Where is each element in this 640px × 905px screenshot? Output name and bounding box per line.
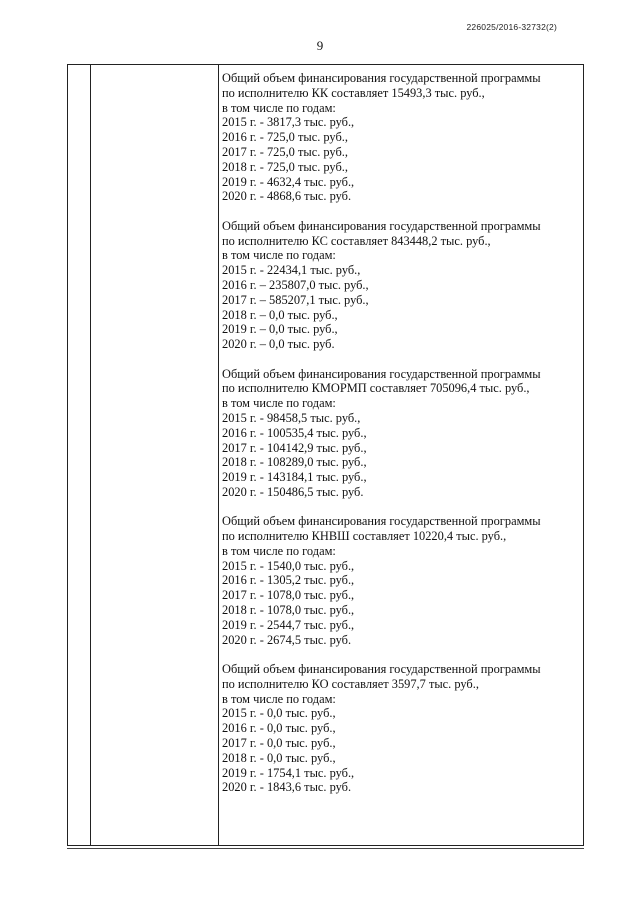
year-line: 2016 г. - 100535,4 тыс. руб.,	[222, 425, 367, 440]
document-id: 226025/2016-32732(2)	[466, 22, 557, 32]
year-line: 2018 г. - 725,0 тыс. руб.,	[222, 159, 348, 174]
year-line: 2020 г. - 2674,5 тыс. руб.	[222, 632, 352, 647]
financing-block-ko	[222, 662, 578, 795]
intro-line: по исполнителю КК составляет 15493,3 тыс. руб.,	[222, 85, 485, 100]
table-frame	[67, 64, 584, 846]
year-line: 2015 г. - 98458,5 тыс. руб.,	[222, 410, 361, 425]
intro-line: Общий объем финансирования государственной программы	[222, 366, 541, 381]
year-line: 2018 г. - 108289,0 тыс. руб.,	[222, 455, 367, 470]
year-line: 2020 г. – 0,0 тыс. руб.	[222, 337, 335, 352]
intro-line: в том числе по годам:	[222, 396, 336, 411]
financing-block-knvsh	[222, 514, 578, 647]
year-line: 2017 г. - 725,0 тыс. руб.,	[222, 144, 348, 159]
column-divider-2	[218, 65, 219, 845]
table-bottom-rule	[67, 848, 584, 849]
year-line: 2016 г. - 1305,2 тыс. руб.,	[222, 573, 355, 588]
year-line: 2015 г. - 1540,0 тыс. руб.,	[222, 558, 355, 573]
intro-line: по исполнителю КО составляет 3597,7 тыс. руб.,	[222, 676, 479, 691]
year-line: 2020 г. - 1843,6 тыс. руб.	[222, 780, 352, 795]
intro-line: по исполнителю КС составляет 843448,2 тыс. руб.,	[222, 233, 491, 248]
year-line: 2018 г. – 0,0 тыс. руб.,	[222, 307, 338, 322]
financing-text-cell	[222, 71, 578, 810]
intro-line: в том числе по годам:	[222, 100, 336, 115]
year-line: 2019 г. - 4632,4 тыс. руб.,	[222, 174, 355, 189]
intro-line: в том числе по годам:	[222, 248, 336, 263]
financing-block-kk	[222, 71, 578, 204]
intro-line: по исполнителю КНВШ составляет 10220,4 тыс. руб.,	[222, 529, 507, 544]
page-number: 9	[316, 38, 324, 53]
year-line: 2016 г. - 0,0 тыс. руб.,	[222, 721, 336, 736]
financing-block-ks	[222, 219, 578, 352]
year-line: 2020 г. - 4868,6 тыс. руб.	[222, 189, 352, 204]
intro-line: в том числе по годам:	[222, 543, 336, 558]
year-line: 2015 г. - 3817,3 тыс. руб.,	[222, 115, 355, 130]
intro-line: Общий объем финансирования государственной программы	[222, 218, 541, 233]
year-line: 2015 г. - 22434,1 тыс. руб.,	[222, 263, 361, 278]
intro-line: Общий объем финансирования государственной программы	[222, 514, 541, 529]
year-line: 2017 г. – 585207,1 тыс. руб.,	[222, 292, 369, 307]
intro-line: Общий объем финансирования государственной программы	[222, 71, 541, 85]
intro-line: в том числе по годам:	[222, 691, 336, 706]
year-line: 2020 г. - 150486,5 тыс. руб.	[222, 484, 364, 499]
year-line: 2019 г. - 1754,1 тыс. руб.,	[222, 765, 355, 780]
year-line: 2016 г. - 725,0 тыс. руб.,	[222, 130, 348, 145]
year-line: 2019 г. - 2544,7 тыс. руб.,	[222, 617, 355, 632]
year-line: 2017 г. - 0,0 тыс. руб.,	[222, 736, 336, 751]
year-line: 2019 г. - 143184,1 тыс. руб.,	[222, 470, 367, 485]
year-line: 2016 г. – 235807,0 тыс. руб.,	[222, 277, 369, 292]
column-divider-1	[90, 65, 91, 845]
year-line: 2019 г. – 0,0 тыс. руб.,	[222, 322, 338, 337]
intro-line: Общий объем финансирования государственной программы	[222, 662, 541, 677]
year-line: 2017 г. - 104142,9 тыс. руб.,	[222, 440, 367, 455]
year-line: 2018 г. - 1078,0 тыс. руб.,	[222, 603, 355, 618]
year-line: 2015 г. - 0,0 тыс. руб.,	[222, 706, 336, 721]
year-line: 2017 г. - 1078,0 тыс. руб.,	[222, 588, 355, 603]
financing-block-kmormp	[222, 367, 578, 500]
year-line: 2018 г. - 0,0 тыс. руб.,	[222, 750, 336, 765]
intro-line: по исполнителю КМОРМП составляет 705096,4 тыс. руб.,	[222, 381, 530, 396]
